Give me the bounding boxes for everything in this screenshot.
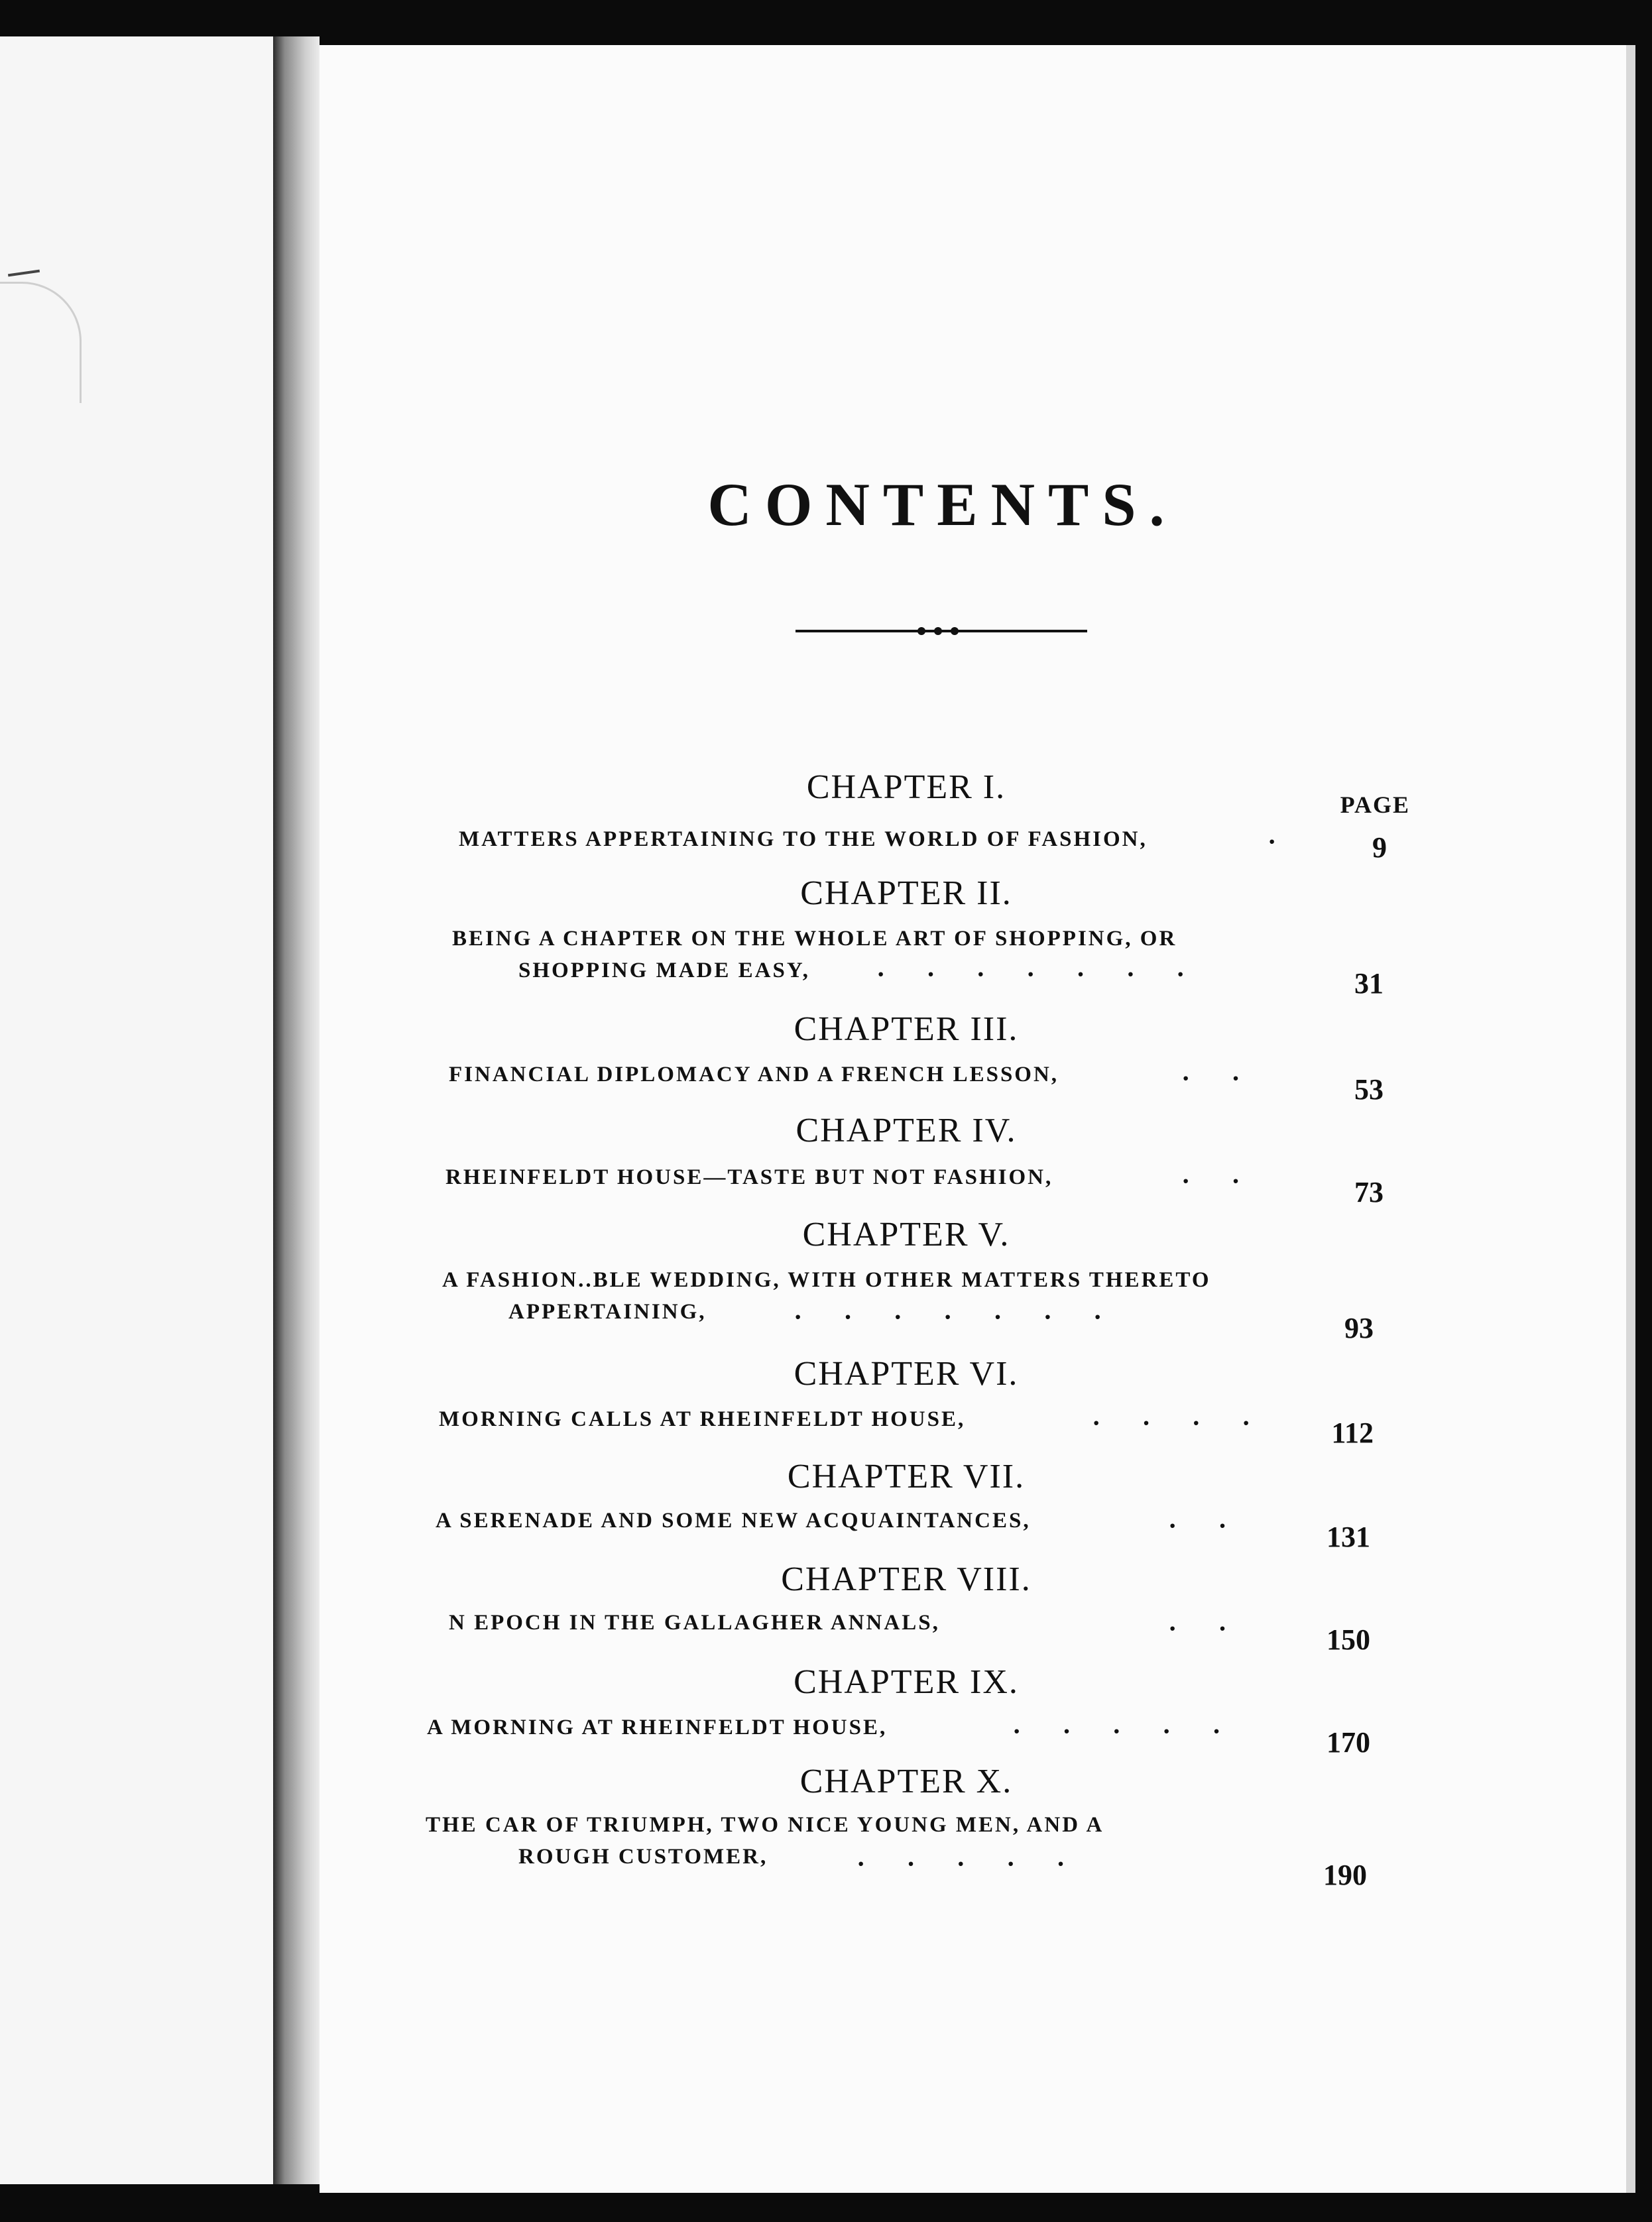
dot-leader: · [1268,827,1318,856]
ink-mark [8,270,40,277]
dot-leader: ····· [856,1849,1106,1879]
contents-page [320,45,1635,2193]
page-number: 131 [1327,1521,1370,1553]
chapter-title: THE CAR OF TRIUMPH, TWO NICE YOUNG MEN, AND A [426,1813,1104,1837]
chapter-title: MORNING CALLS AT RHEINFELDT HOUSE, [439,1407,966,1431]
chapter-heading: CHAPTER III. [794,1010,1019,1048]
chapter-heading: CHAPTER I. [806,768,1006,806]
dot-leader: ·· [1168,1511,1268,1541]
page-number: 170 [1327,1726,1370,1759]
page-number: 53 [1354,1073,1384,1106]
chapter-title: N EPOCH IN THE GALLAGHER ANNALS, [449,1611,940,1635]
chapter-title-continued: SHOPPING MADE EASY, [518,959,810,982]
page-column-label: PAGE [1340,791,1410,818]
chapter-heading: CHAPTER VIII. [781,1560,1032,1598]
dot-leader: ······· [794,1302,1144,1332]
page-number: 73 [1354,1176,1384,1208]
chapter-heading: CHAPTER VI. [794,1355,1019,1393]
book-gutter [273,36,320,2184]
chapter-title-continued: ROUGH CUSTOMER, [518,1845,768,1869]
page-number: 93 [1344,1312,1374,1344]
ornamental-rule [796,625,1087,637]
dot-leader: ·· [1181,1063,1281,1093]
chapter-heading: CHAPTER V. [802,1216,1010,1254]
chapter-title: A SERENADE AND SOME NEW ACQUAINTANCES, [436,1509,1031,1533]
chapter-heading: CHAPTER VII. [787,1458,1026,1495]
page-title: CONTENTS. [707,471,1178,538]
dot-leader: ······· [876,959,1226,989]
chapter-heading: CHAPTER II. [800,874,1012,912]
chapter-heading: CHAPTER IV. [796,1112,1017,1149]
chapter-title: FINANCIAL DIPLOMACY AND A FRENCH LESSON, [449,1063,1059,1086]
page-number: 150 [1327,1623,1370,1656]
chapter-heading: CHAPTER X. [799,1763,1013,1800]
chapter-heading: CHAPTER IX. [794,1663,1019,1701]
chapter-title: A MORNING AT RHEINFELDT HOUSE, [427,1716,888,1739]
dot-leader: ·· [1181,1166,1281,1196]
chapter-title: MATTERS APPERTAINING TO THE WORLD OF FASHION, [459,827,1148,851]
dot-leader: ···· [1092,1408,1292,1438]
dot-leader: ····· [1012,1716,1262,1746]
page-number: 31 [1354,967,1384,1000]
chapter-title: A FASHION..BLE WEDDING, WITH OTHER MATTERS THERETO [442,1268,1211,1292]
chapter-title-continued: APPERTAINING, [508,1300,707,1324]
bleed-through-curve [0,282,82,403]
dot-leader: ·· [1168,1613,1268,1643]
chapter-title: BEING A CHAPTER ON THE WHOLE ART OF SHOPPING, OR [452,927,1177,951]
chapter-title: RHEINFELDT HOUSE—TASTE BUT NOT FASHION, [445,1165,1053,1189]
page-number: 9 [1372,831,1387,864]
page-number: 112 [1331,1417,1374,1449]
page-number: 190 [1323,1859,1367,1891]
facing-page-left [0,36,274,2184]
